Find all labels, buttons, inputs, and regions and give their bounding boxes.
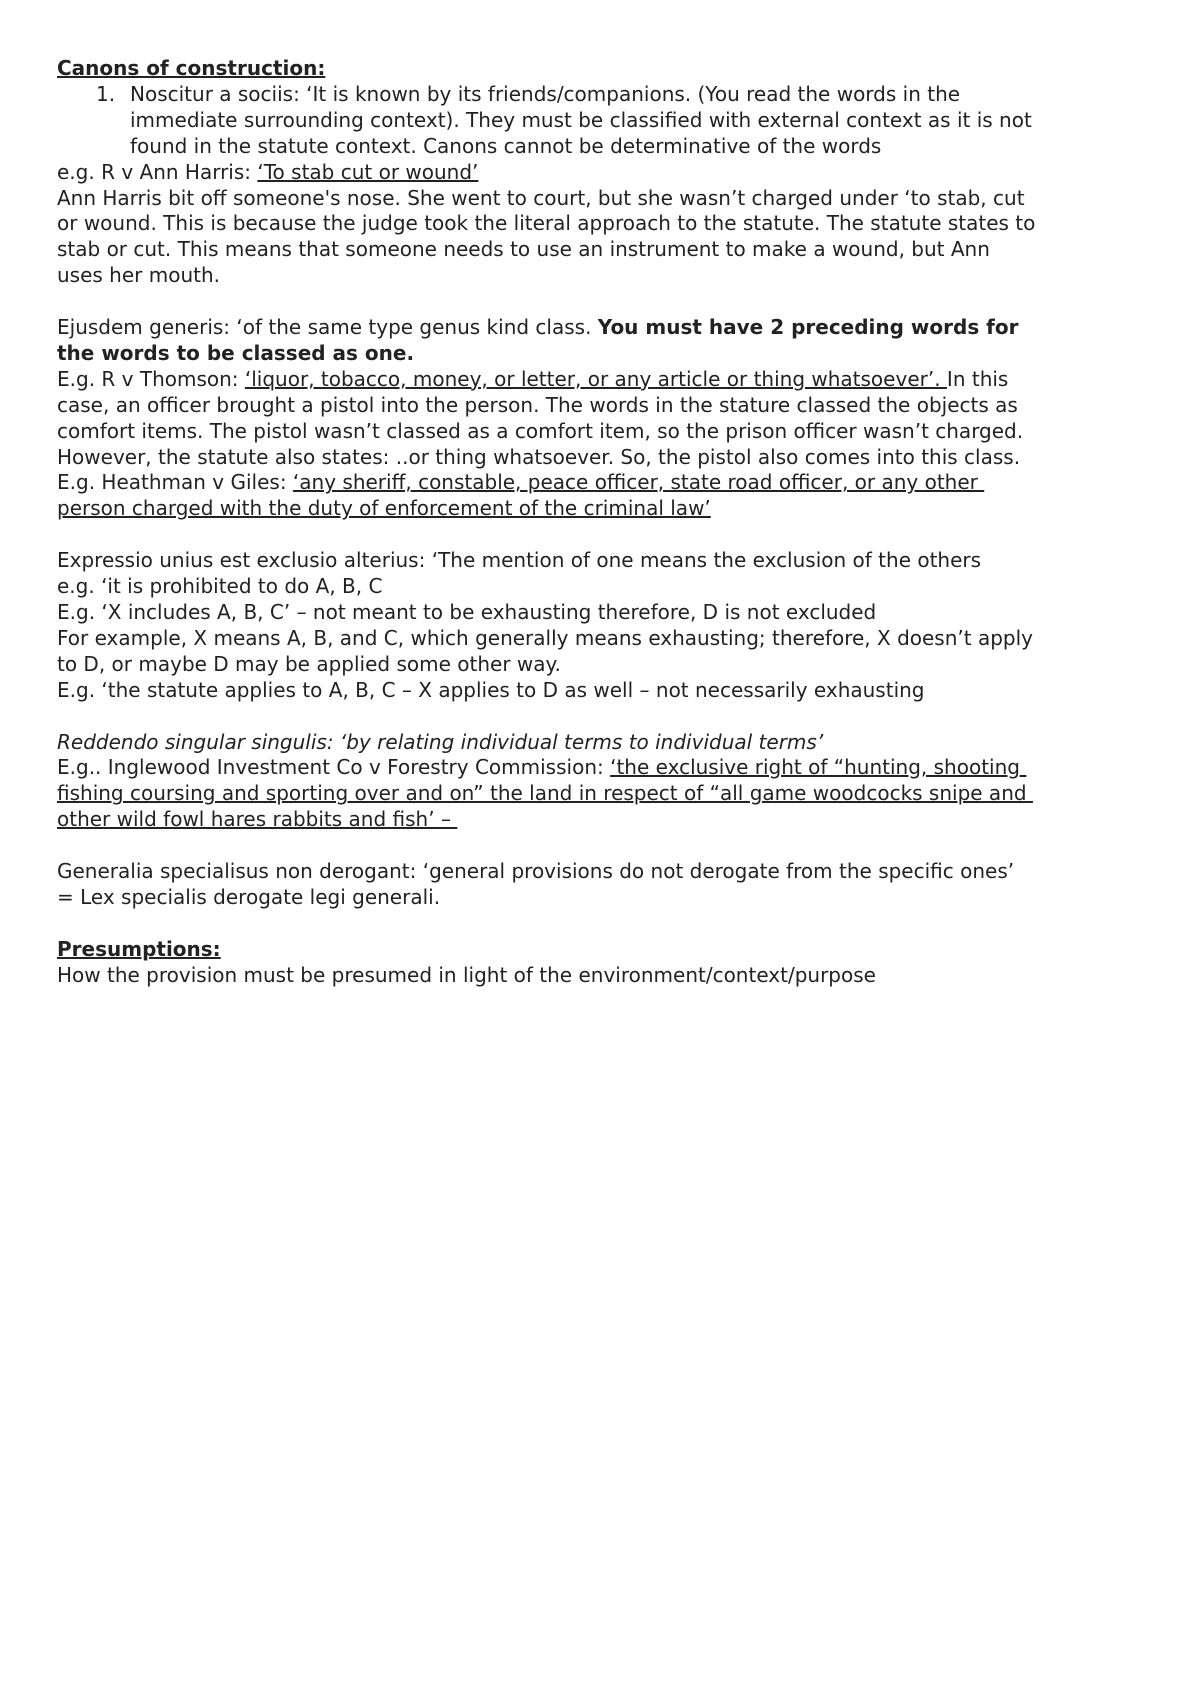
- expressio-line: to D, or maybe D may be applied some other way.: [57, 651, 561, 676]
- ejusdem-rule-bold: You must have 2 preceding words for: [597, 315, 1019, 340]
- inglewood-quote: other wild fowl hares rabbits and fish’ –: [57, 807, 458, 832]
- harris-line: or wound. This is because the judge took the literal approach to the statute. The statute states to: [57, 211, 1036, 236]
- presumptions-text: How the provision must be presumed in light of the environment/context/purpose: [57, 962, 876, 987]
- generalia-line: Generalia specialisus non derogant: ‘general provisions do not derogate from the specific ones’: [57, 859, 1015, 884]
- inglewood-quote: ‘the exclusive right of “hunting, shooting: [610, 755, 1027, 780]
- expressio-line: For example, X means A, B, and C, which generally means exhausting; therefore, X doesn’t apply: [57, 625, 1033, 650]
- heathman-quote: ‘any sheriff, constable, peace officer, state road officer, or any other: [292, 470, 985, 495]
- harris-prefix: e.g. R v Ann Harris:: [57, 159, 258, 184]
- spacer: [57, 833, 1157, 859]
- reddendo-heading: Reddendo singular singulis: ‘by relating individual terms to individual terms’: [57, 729, 824, 754]
- heathman-example: [57, 470, 1157, 496]
- expressio-line: E.g. ‘X includes A, B, C’ – not meant to be exhausting therefore, D is not excluded: [57, 600, 877, 624]
- thomson-example: [57, 367, 1157, 393]
- harris-line: uses her mouth.: [57, 263, 221, 288]
- generalia-line: = Lex specialis derogate legi generali.: [57, 884, 441, 909]
- expressio-line: E.g. ‘the statute applies to A, B, C – X applies to D as well – not necessarily exhausting: [57, 677, 925, 702]
- noscitur-line: immediate surrounding context). They must be classified with external context as it is not: [130, 107, 1032, 132]
- ejusdem-intro: Ejusdem generis: ‘of the same type genus kind class.: [57, 315, 598, 340]
- inglewood-example: [57, 755, 1157, 781]
- spacer: [57, 704, 1157, 730]
- canons-heading: Canons of construction:: [57, 56, 326, 80]
- list-number: 1.: [96, 81, 116, 106]
- thomson-line: comfort items. The pistol wasn’t classed as a comfort item, so the prison officer wasn’t charged.: [57, 418, 1024, 443]
- inglewood-prefix: E.g.. Inglewood Investment Co v Forestry Commission:: [57, 755, 611, 780]
- noscitur-line: Noscitur a sociis: ‘It is known by its friends/companions. (You read the words in the: [130, 81, 961, 106]
- spacer: [57, 522, 1157, 548]
- inglewood-quote: fishing coursing and sporting over and on” the land in respect of “all game woodcocks snipe and: [57, 781, 1033, 806]
- thomson-line: case, an officer brought a pistol into the person. The words in the stature classed the objects as: [57, 392, 1018, 417]
- expressio-line: e.g. ‘it is prohibited to do A, B, C: [57, 574, 383, 599]
- thomson-line: However, the statute also states: ..or thing whatsoever. So, the pistol also comes into this class.: [57, 444, 1021, 469]
- expressio-line: Expressio unius est exclusio alterius: ‘The mention of one means the exclusion of the others: [57, 548, 982, 573]
- heathman-prefix: E.g. Heathman v Giles:: [57, 470, 293, 495]
- noscitur-text: [130, 82, 1157, 160]
- harris-example: [57, 160, 1157, 186]
- ejusdem-rule-bold: the words to be classed as one.: [57, 340, 415, 365]
- harris-line: stab or cut. This means that someone needs to use an instrument to make a wound, but Ann: [57, 237, 990, 262]
- harris-quote: ‘To stab cut or wound’: [257, 159, 479, 184]
- spacer: [57, 911, 1157, 937]
- spacer: [57, 289, 1157, 315]
- thomson-prefix: E.g. R v Thomson:: [57, 366, 245, 391]
- thomson-quote: ‘liquor, tobacco, money, or letter, or any article or thing whatsoever’.: [244, 366, 947, 391]
- presumptions-heading: Presumptions:: [57, 936, 221, 961]
- ejusdem-intro-line: [57, 315, 1157, 341]
- document-page: [57, 56, 1157, 989]
- list-item-noscitur: [57, 82, 1157, 160]
- heathman-quote: person charged with the duty of enforcement of the criminal law’: [57, 496, 711, 521]
- noscitur-line: found in the statute context. Canons cannot be determinative of the words: [130, 133, 882, 158]
- thomson-suffix: In this: [946, 366, 1009, 391]
- harris-line: Ann Harris bit off someone's nose. She went to court, but she wasn’t charged under ‘to stab, cut: [57, 185, 1025, 210]
